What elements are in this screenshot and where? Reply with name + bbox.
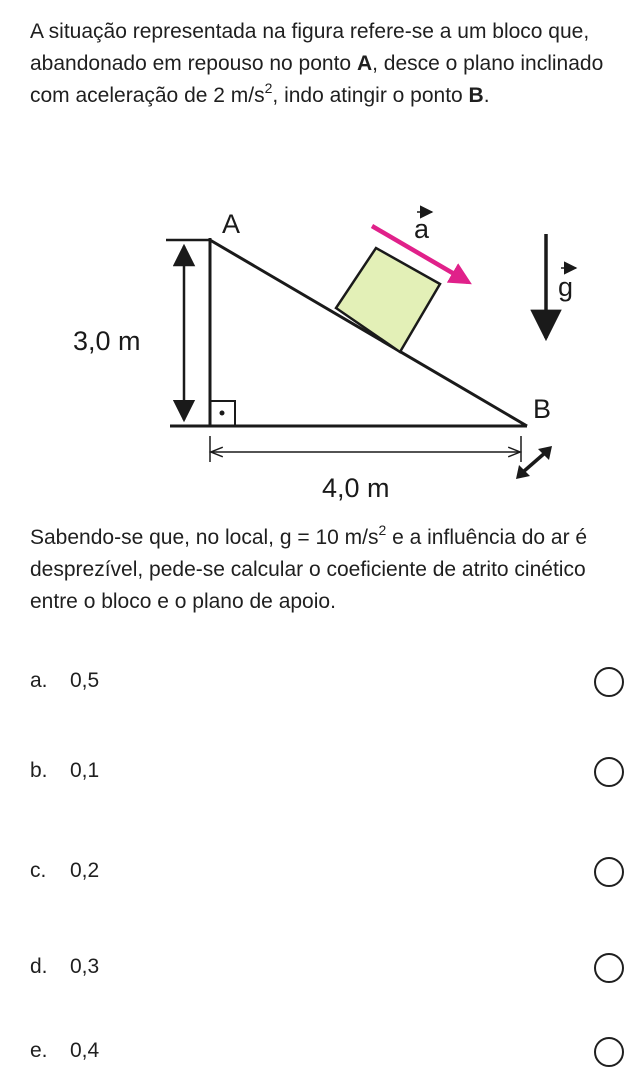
option-a[interactable] bbox=[0, 640, 639, 710]
option-value: 0,3 bbox=[70, 955, 100, 978]
option-letter: b. bbox=[30, 759, 48, 782]
sliding-block bbox=[336, 248, 440, 352]
exponent: 2 bbox=[264, 80, 273, 96]
option-value: 0,1 bbox=[70, 759, 100, 782]
option-c[interactable] bbox=[0, 830, 639, 900]
intro-text-4: . bbox=[483, 84, 490, 107]
intro-text-2: , desce o plano inclinado com aceleração de 2 m/s bbox=[30, 52, 604, 107]
question-text bbox=[30, 522, 620, 618]
option-letter: e. bbox=[30, 1039, 48, 1062]
point-a-figure-label: A bbox=[222, 209, 241, 239]
intro-text-1: A situação representada na figura refere-se a um bloco que, abandonado em repouso no ponto bbox=[30, 20, 590, 75]
base-label: 4,0 m bbox=[322, 473, 390, 503]
triangle-plane bbox=[166, 238, 527, 426]
expand-icon-stem bbox=[523, 452, 546, 472]
option-e-radio[interactable] bbox=[594, 1037, 624, 1067]
option-c-radio[interactable] bbox=[594, 857, 624, 887]
option-a-radio[interactable] bbox=[594, 667, 624, 697]
problem-statement bbox=[30, 16, 620, 112]
option-letter: d. bbox=[30, 955, 48, 978]
point-b-label: B bbox=[468, 84, 484, 107]
option-value: 0,4 bbox=[70, 1039, 100, 1062]
gravity-label: g bbox=[558, 272, 574, 302]
inclined-plane-diagram bbox=[0, 190, 639, 520]
option-b-radio[interactable] bbox=[594, 757, 624, 787]
question-exponent: 2 bbox=[378, 522, 387, 538]
option-value: 0,5 bbox=[70, 669, 100, 692]
inclined-plane-figure bbox=[0, 190, 639, 520]
point-a-label: A bbox=[356, 52, 373, 75]
option-d[interactable] bbox=[0, 926, 639, 996]
intro-text-3: , indo atingir o ponto bbox=[272, 84, 469, 107]
option-d-radio[interactable] bbox=[594, 953, 624, 983]
point-b-figure-label: B bbox=[533, 394, 552, 424]
acceleration-label: a bbox=[414, 214, 430, 244]
right-angle-dot bbox=[220, 411, 225, 416]
question-text-2: e a influência do ar é desprezível, pede-se calcular o coeficiente de atrito cinético entre o bloco e o plano de apoio. bbox=[30, 526, 588, 613]
option-b[interactable] bbox=[0, 730, 639, 800]
option-letter: a. bbox=[30, 669, 48, 692]
option-letter: c. bbox=[30, 859, 47, 882]
option-value: 0,2 bbox=[70, 859, 100, 882]
height-label: 3,0 m bbox=[73, 326, 141, 356]
option-e[interactable] bbox=[0, 1010, 639, 1080]
question-text-1: Sabendo-se que, no local, g = 10 m/s bbox=[30, 526, 379, 549]
